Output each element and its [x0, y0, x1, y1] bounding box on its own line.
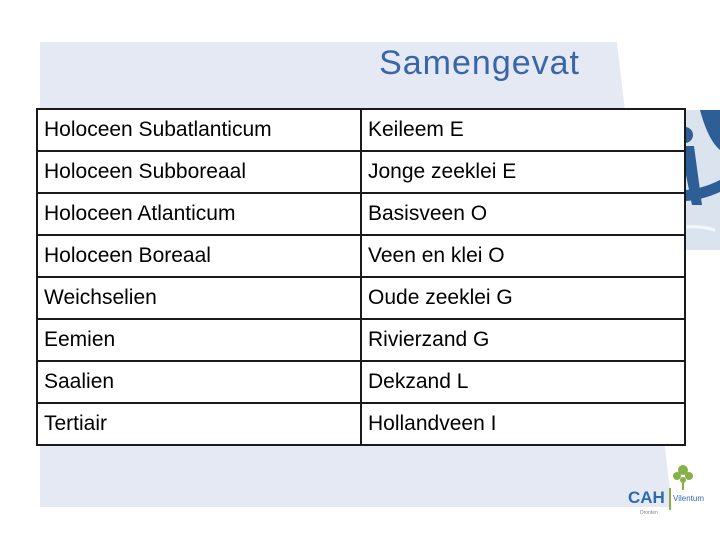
period-cell: Holoceen Atlanticum [37, 193, 361, 235]
table-row [37, 235, 685, 277]
summary-table [36, 108, 686, 446]
slide-title: Samengevat [379, 44, 580, 82]
deposit-cell: Oude zeeklei G [361, 277, 685, 319]
logo-location: Dronten [640, 510, 658, 516]
deposit-cell: Veen en klei O [361, 235, 685, 277]
period-cell: Holoceen Boreaal [37, 235, 361, 277]
logo-name: CAH [628, 488, 665, 507]
table-row [37, 403, 685, 445]
deposit-cell: Keileem E [361, 109, 685, 151]
period-cell: Saalien [37, 361, 361, 403]
table-row [37, 277, 685, 319]
period-cell: Holoceen Subboreaal [37, 151, 361, 193]
logo-divider [669, 488, 671, 510]
table-row [37, 193, 685, 235]
table-row [37, 151, 685, 193]
table-row [37, 319, 685, 361]
deposit-cell: Jonge zeeklei E [361, 151, 685, 193]
period-cell: Tertiair [37, 403, 361, 445]
logo-subtitle: Vilentum [673, 494, 704, 503]
period-cell: Weichselien [37, 277, 361, 319]
deposit-cell: Dekzand L [361, 361, 685, 403]
deposit-cell: Basisveen O [361, 193, 685, 235]
period-cell: Holoceen Subatlanticum [37, 109, 361, 151]
deposit-cell: Hollandveen I [361, 403, 685, 445]
deposit-cell: Rivierzand G [361, 319, 685, 361]
period-cell: Eemien [37, 319, 361, 361]
table-row [37, 361, 685, 403]
table-row [37, 109, 685, 151]
